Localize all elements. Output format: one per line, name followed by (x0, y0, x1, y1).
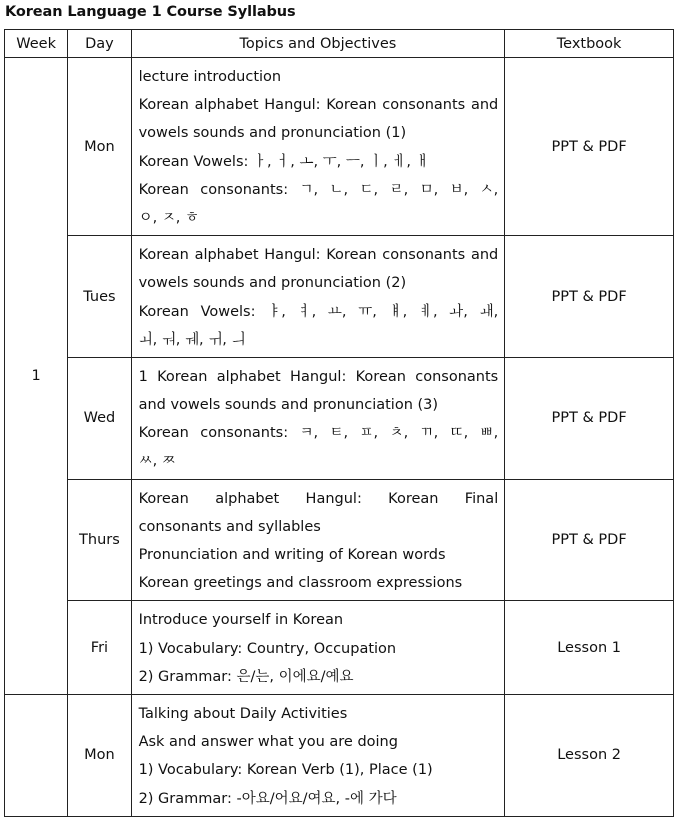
topics-cell (131, 58, 505, 236)
topic-line: Korean consonants: ㅋ, ㅌ, ㅍ, ㅊ, ㄲ, ㄸ, ㅃ, (138, 425, 499, 442)
topic-line: 2) Grammar: 은/는, 이에요/예요 (138, 668, 354, 685)
textbook-cell: Lesson 2 (505, 694, 674, 816)
topic-line: Korean Vowels: ㅑ, ㅕ, ㅛ, ㅠ, ㅒ, ㅖ, ㅘ, ㅙ, (138, 303, 499, 320)
topics-cell (131, 694, 505, 816)
textbook-cell: PPT & PDF (505, 236, 674, 358)
header-row (5, 30, 674, 58)
week-cell: 1 (5, 58, 68, 695)
syllabus-table (4, 29, 674, 817)
topics-cell (131, 479, 505, 601)
textbook-cell: Lesson 1 (505, 601, 674, 695)
topic-line: Pronunciation and writing of Korean words (138, 547, 446, 563)
topics-cell (131, 236, 505, 358)
topic-line: 1 Korean alphabet Hangul: Korean consonants (138, 368, 499, 385)
topic-line: ㅇ, ㅈ, ㅎ (138, 209, 200, 226)
document-title: Korean Language 1 Course Syllabus (5, 4, 296, 20)
header-week: Week (5, 30, 68, 58)
day-cell: Mon (68, 694, 131, 816)
topic-line: consonants and syllables (138, 518, 321, 535)
topic-line: Korean Vowels: ㅏ, ㅓ, ㅗ, ㅜ, ㅡ, ㅣ, ㅔ, ㅐ (138, 153, 430, 170)
topic-line: Korean greetings and classroom expressions (138, 575, 463, 592)
topic-line: vowels sounds and pronunciation (1) (138, 125, 407, 142)
day-cell: Wed (68, 357, 131, 479)
topic-line: Korean alphabet Hangul: Korean consonants and (138, 247, 499, 264)
topic-line: Korean alphabet Hangul: Korean consonants and (138, 97, 499, 114)
topic-line: Korean consonants: ㄱ, ㄴ, ㄷ, ㄹ, ㅁ, ㅂ, ㅅ, (138, 181, 499, 198)
textbook-cell: PPT & PDF (505, 357, 674, 479)
table-row (5, 479, 674, 601)
topic-line: Ask and answer what you are doing (138, 734, 398, 751)
textbook-cell: PPT & PDF (505, 479, 674, 601)
topic-line: 1) Vocabulary: Korean Verb (1), Place (1) (138, 762, 433, 779)
header-textbook: Textbook (505, 30, 674, 58)
topics-cell (131, 601, 505, 695)
header-day: Day (68, 30, 131, 58)
table-row (5, 694, 674, 816)
topic-line: ㅆ, ㅉ (138, 453, 176, 470)
topic-line: Talking about Daily Activities (138, 705, 348, 722)
table-row (5, 357, 674, 479)
header-topics: Topics and Objectives (131, 30, 505, 58)
topics-cell (131, 357, 505, 479)
textbook-cell: PPT & PDF (505, 58, 674, 236)
day-cell: Mon (68, 58, 131, 236)
topic-line: and vowels sounds and pronunciation (3) (138, 397, 439, 414)
day-cell: Thurs (68, 479, 131, 601)
table-row (5, 58, 674, 236)
topic-line: vowels sounds and pronunciation (2) (138, 275, 407, 292)
topic-line: 1) Vocabulary: Country, Occupation (138, 640, 397, 657)
topic-line: Korean alphabet Hangul: Korean Final (138, 490, 499, 507)
week-cell (5, 694, 68, 816)
day-cell: Fri (68, 601, 131, 695)
topic-line: ㅚ, ㅝ, ㅞ, ㅟ, ㅢ (138, 331, 246, 348)
topic-line: Introduce yourself in Korean (138, 612, 344, 629)
table-row (5, 236, 674, 358)
topic-line: lecture introduction (138, 69, 282, 85)
topic-line: 2) Grammar: -아요/어요/여요, -에 가다 (138, 790, 397, 807)
day-cell: Tues (68, 236, 131, 358)
table-row (5, 601, 674, 695)
